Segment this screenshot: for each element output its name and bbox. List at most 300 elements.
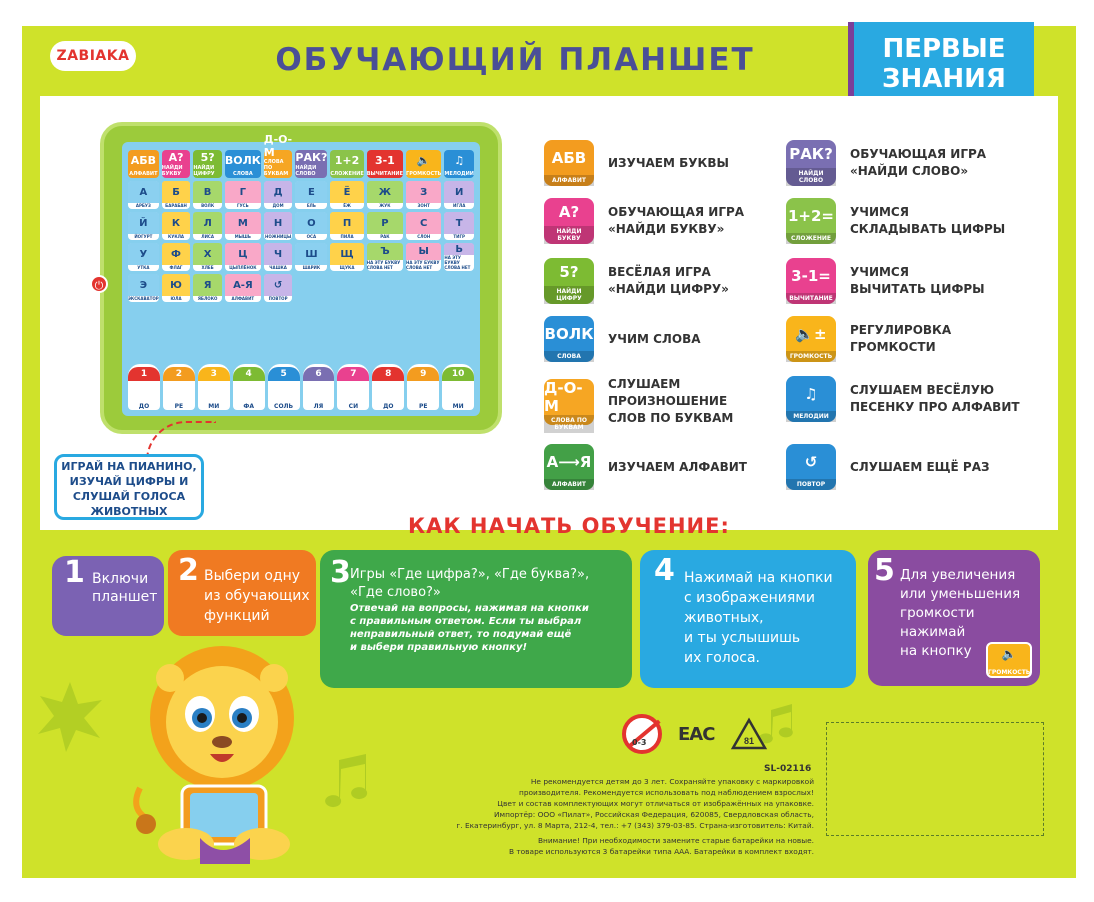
- tablet-letter: Ъ: [367, 243, 403, 260]
- feature-icon-caption: ПОВТОР: [786, 479, 836, 490]
- badge-line-1: ПЕРВЫЕ: [882, 34, 1006, 64]
- tablet-word: АРБУЗ: [135, 203, 151, 208]
- tablet-letter-button: [367, 243, 403, 271]
- piano-key-number: 4: [233, 367, 265, 381]
- piano-key: [442, 364, 474, 410]
- feature-icon: [786, 376, 836, 422]
- step-2: [168, 550, 316, 636]
- tablet-word: ХЛЕБ: [201, 265, 214, 270]
- tablet-screen: [122, 133, 480, 416]
- piano-key: [407, 364, 439, 410]
- step-text: планшет: [92, 589, 158, 605]
- step-text: Игры «Где цифра?», «Где буква?»,: [350, 567, 590, 582]
- step-text: и ты услышишь: [684, 630, 801, 646]
- tablet-letter-button: [295, 243, 327, 271]
- tablet-letter-button: [225, 243, 261, 271]
- feature-icon: [786, 140, 836, 186]
- tablet-letter: Р: [367, 212, 403, 234]
- tablet-mode-glyph: АБВ: [130, 154, 156, 167]
- step-number: 5: [874, 553, 895, 588]
- age-label: 0-3: [632, 738, 647, 747]
- feature-text-line: УЧИМСЯ: [850, 205, 909, 219]
- tablet-letter-button: [193, 212, 222, 240]
- feature-text-line: УЧИМ СЛОВА: [608, 331, 701, 346]
- tablet-letter-button: [264, 181, 293, 209]
- feature-icon: [786, 258, 836, 304]
- tablet-letter: С: [406, 212, 441, 234]
- volume-button-icon: 🔈 ГРОМКОСТЬ: [986, 642, 1032, 678]
- tablet-mode-button: [162, 150, 191, 178]
- step-text: громкости: [900, 605, 975, 621]
- tablet-mode-label: НАЙДИ ЦИФРУ: [193, 165, 215, 177]
- tablet-word: ЦЫПЛЁНОК: [229, 265, 257, 270]
- feature-icon-glyph: А⟶Я: [546, 452, 592, 471]
- tablet-letter: М: [225, 212, 261, 234]
- tablet-letter-button: [406, 243, 441, 271]
- tablet-letter: Ж: [367, 181, 403, 203]
- feature-text-line: ПЕСЕНКУ ПРО АЛФАВИТ: [850, 400, 1020, 414]
- tablet-letter-button: [264, 243, 293, 271]
- feature-icon-caption: ГРОМКОСТЬ: [786, 351, 836, 362]
- feature-item: [786, 316, 951, 362]
- logo-text: ZABIAKA: [56, 48, 130, 64]
- fine-print-line: Внимание! При необходимости замените старые батарейки на новые.: [537, 836, 814, 845]
- feature-icon-caption: НАЙДИ БУКВУ: [544, 226, 594, 244]
- tablet-letter-button: [162, 181, 191, 209]
- step-number: 3: [330, 555, 351, 590]
- feature-icon-caption: СЛОВА: [544, 351, 594, 362]
- feature-icon-caption: АЛФАВИТ: [544, 479, 594, 490]
- feature-text-line: СЛУШАЕМ ЕЩЁ РАЗ: [850, 459, 990, 474]
- feature-icon: [544, 316, 594, 362]
- tablet-letter-button: [330, 243, 363, 271]
- tablet-word: ЕЛЬ: [306, 203, 316, 208]
- piano-key: [268, 364, 300, 410]
- step-5: [868, 550, 1040, 686]
- piano-key-number: 9: [407, 367, 439, 381]
- tablet-mode-glyph: А?: [168, 151, 184, 164]
- tablet-letter: Щ: [330, 243, 363, 265]
- piano-key-number: 2: [163, 367, 195, 381]
- piano-key-note: ДО: [138, 403, 150, 410]
- feature-item: [544, 444, 747, 490]
- tablet-letter: Ц: [225, 243, 261, 265]
- feature-text: [850, 264, 985, 298]
- tablet-letter-button: [193, 274, 222, 302]
- tablet-mode-glyph: 1+2: [334, 154, 360, 167]
- step-number: 2: [178, 553, 199, 588]
- tablet-word: НА ЭТУ БУКВУ СЛОВА НЕТ: [406, 260, 440, 270]
- tablet-letter: Ч: [264, 243, 293, 265]
- how-to-title: КАК НАЧАТЬ ОБУЧЕНИЕ:: [408, 514, 730, 538]
- feature-icon-caption: НАЙДИ ЦИФРУ: [544, 286, 594, 304]
- tablet-word: ЖУК: [379, 203, 391, 208]
- eac-mark-icon: EAC: [678, 723, 715, 745]
- feature-text-line: ВЫЧИТАТЬ ЦИФРЫ: [850, 282, 985, 296]
- feature-text: [608, 155, 729, 172]
- feature-text-line: УЧИМСЯ: [850, 265, 909, 279]
- feature-text: [850, 459, 990, 476]
- tablet-letter-button: [128, 181, 159, 209]
- feature-icon-caption: СЛОЖЕНИЕ: [786, 233, 836, 244]
- tablet-word: ЗОНТ: [417, 203, 430, 208]
- age-restriction-icon: [622, 714, 662, 754]
- fine-print-line: производителя. Рекомендуется использовать под наблюдением взрослых!: [519, 788, 814, 797]
- feature-text: [850, 146, 986, 180]
- fine-print: [402, 764, 814, 857]
- feature-icon-caption: МЕЛОДИИ: [786, 411, 836, 422]
- step-text: животных,: [684, 610, 764, 626]
- fine-print-line: В товаре используются 3 батарейки типа ААА. Батарейки в комплект входят.: [508, 847, 814, 856]
- tablet-letter-button: [128, 274, 159, 302]
- feature-text-line: ГРОМКОСТИ: [850, 340, 936, 354]
- tablet-word: ДОМ: [272, 203, 284, 208]
- tablet-mode-glyph: 🔈: [416, 154, 431, 167]
- music-note-icon: [326, 750, 372, 810]
- feature-item: [544, 140, 729, 186]
- tablet-mode-button: [367, 150, 403, 178]
- svg-text:81: 81: [744, 736, 755, 746]
- feature-icon-glyph: ↺: [804, 452, 818, 471]
- tablet-illustration: [100, 122, 502, 434]
- tablet-word: ИГЛА: [453, 203, 466, 208]
- tablet-letter: А: [128, 181, 159, 203]
- tablet-letter-button: [225, 212, 261, 240]
- tablet-word: ШАРИК: [302, 265, 321, 270]
- tablet-word: ЧАШКА: [269, 265, 287, 270]
- tablet-mode-label: МЕЛОДИИ: [444, 171, 474, 177]
- tablet-letter-button: [444, 181, 474, 209]
- feature-text: [850, 322, 951, 356]
- feature-text-line: СЛОВ ПО БУКВАМ: [608, 411, 734, 425]
- feature-icon-glyph: АБВ: [551, 148, 587, 167]
- feature-text-line: ИЗУЧАЕМ АЛФАВИТ: [608, 459, 747, 474]
- piano-key-note: СОЛЬ: [274, 403, 294, 410]
- feature-icon-glyph: ВОЛК: [544, 324, 594, 343]
- tablet-letter-button: [444, 212, 474, 240]
- feature-icon-caption: ВЫЧИТАНИЕ: [786, 293, 836, 304]
- tablet-letter-button: [128, 212, 159, 240]
- tablet-letter: Л: [193, 212, 222, 234]
- tablet-letter: Ы: [406, 243, 441, 260]
- piano-key-number: 8: [372, 367, 404, 381]
- feature-item: [544, 376, 734, 431]
- tablet-letter: З: [406, 181, 441, 203]
- tablet-letter-button: [406, 181, 441, 209]
- fine-print-line: г. Екатеринбург, ул. 8 Марта, 212-4, тел.: +7 (343) 379-03-85. Страна-изготовитель: Китай.: [456, 821, 814, 830]
- tablet-word: ЯБЛОКО: [197, 296, 218, 301]
- feature-text-line: РЕГУЛИРОВКА: [850, 323, 952, 337]
- tablet-mode-button: [128, 150, 159, 178]
- tablet-word: ЮЛА: [170, 296, 182, 301]
- feature-text-line: ОБУЧАЮЩАЯ ИГРА: [850, 147, 987, 161]
- lion-mascot: [130, 638, 314, 868]
- step-text: с изображениями: [684, 590, 815, 606]
- tablet-letter-button: [162, 212, 191, 240]
- tablet-letter: ↺: [264, 274, 293, 296]
- step-text: их голоса.: [684, 650, 760, 666]
- tablet-word: ЁЖ: [343, 203, 351, 208]
- tablet-letter: Ё: [330, 181, 363, 203]
- tablet-word: ЙОГУРТ: [134, 234, 153, 239]
- step-3: [320, 550, 632, 688]
- certification-icons: [622, 714, 768, 754]
- feature-text-line: «НАЙДИ ЦИФРУ»: [608, 282, 729, 296]
- tablet-letter: И: [444, 181, 474, 203]
- tablet-word: БАРАБАН: [165, 203, 187, 208]
- package-box: [22, 26, 1076, 878]
- piano-key: [337, 364, 369, 410]
- piano-key-note: ЛЯ: [313, 403, 324, 410]
- feature-icon-glyph: Д-О-М: [544, 378, 583, 415]
- tablet-button-grid: [128, 133, 474, 302]
- piano-key: [128, 364, 160, 410]
- tablet-word: УТКА: [137, 265, 150, 270]
- feature-icon-glyph: 5?: [559, 263, 579, 281]
- piano-key-number: 1: [128, 367, 160, 381]
- tablet-word: ЭКСКАВАТОР: [128, 296, 159, 301]
- tablet-letter: Ф: [162, 243, 191, 265]
- tablet-letter-button: [193, 181, 222, 209]
- tablet-letter: Б: [162, 181, 191, 203]
- tablet-letter: К: [162, 212, 191, 234]
- piano-key-note: РЕ: [418, 403, 428, 410]
- tablet-mode-glyph: ВОЛК: [224, 154, 261, 167]
- tablet-letter-button: [264, 212, 293, 240]
- brand-logo: [50, 41, 136, 71]
- step-1: [52, 556, 164, 636]
- feature-icon-caption: НАЙДИ СЛОВО: [786, 168, 836, 186]
- piano-key-note: ДО: [383, 403, 394, 410]
- feature-icon: [544, 444, 594, 490]
- step-text: на кнопку: [900, 643, 972, 659]
- tablet-letter-button: [264, 274, 293, 302]
- feature-item: [786, 140, 986, 186]
- tablet-word: ПОВТОР: [268, 296, 288, 301]
- step-4: [640, 550, 856, 688]
- piano-key: [163, 364, 195, 410]
- product-code: SL-02116: [764, 764, 812, 774]
- tablet-mode-label: НАЙДИ СЛОВО: [295, 165, 317, 177]
- step-text: функций: [204, 608, 270, 624]
- feature-text-line: ВЕСЁЛАЯ ИГРА: [608, 265, 711, 279]
- step-subtext: с правильным ответом. Если ты выбрал: [350, 616, 582, 627]
- tablet-word: ЛИСА: [201, 234, 214, 239]
- piano-key-number: 10: [442, 367, 474, 381]
- tablet-word: ГУСЬ: [237, 203, 249, 208]
- tablet-letter: Э: [128, 274, 159, 296]
- feature-icon: [786, 316, 836, 362]
- tablet-mode-glyph: Д-О-М: [263, 133, 293, 159]
- volume-caption: ГРОМКОСТЬ: [988, 669, 1031, 676]
- tablet-word: ПИЛА: [340, 234, 354, 239]
- tablet-mode-label: СЛОВА: [232, 171, 253, 177]
- feature-text-line: ОБУЧАЮЩАЯ ИГРА: [608, 205, 745, 219]
- tablet-letter-button: [295, 181, 327, 209]
- feature-text: [608, 264, 729, 298]
- tablet-word: ВОЛК: [201, 203, 215, 208]
- fine-print-line: Импортёр: ООО «Пилат», Российская Федерация, 620085, Свердловская область,: [494, 810, 814, 819]
- tablet-letter: Г: [225, 181, 261, 203]
- step-text: или уменьшения: [900, 586, 1021, 602]
- feature-text: [850, 382, 1020, 416]
- step-number: 4: [654, 553, 675, 588]
- piano-key: [233, 364, 265, 410]
- step-text: Включи: [92, 571, 149, 587]
- fine-print-line: Цвет и состав комплектующих могут отличаться от изображённых на упаковке.: [497, 799, 814, 808]
- tablet-letter-button: [128, 243, 159, 271]
- feature-item: [544, 198, 744, 244]
- tablet-word: НА ЭТУ БУКВУ СЛОВА НЕТ: [444, 255, 471, 270]
- tablet-word: НОЖНИЦЫ: [264, 234, 292, 239]
- barcode-area: [826, 722, 1044, 836]
- feature-icon-caption: АЛФАВИТ: [544, 175, 594, 186]
- feature-text-line: СЛУШАЕМ ВЕСЁЛУЮ: [850, 383, 995, 397]
- piano-key-note: РЕ: [174, 403, 184, 410]
- page-title: ОБУЧАЮЩИЙ ПЛАНШЕТ: [275, 42, 755, 78]
- tablet-letter: Т: [444, 212, 474, 234]
- piano-key: [303, 364, 335, 410]
- feature-icon-glyph: 1+2=: [787, 206, 834, 225]
- feature-icon-glyph: А?: [558, 203, 580, 221]
- tablet-letter-button: [162, 274, 191, 302]
- tablet-mode-label: СЛОЖЕНИЕ: [330, 171, 364, 177]
- step-text: «Где слово?»: [350, 585, 441, 600]
- feature-item: [786, 444, 990, 490]
- feature-item: [786, 258, 985, 304]
- tablet-letter: П: [330, 212, 363, 234]
- tablet-letter-button: [225, 274, 261, 302]
- tablet-mode-label: ВЫЧИТАНИЕ: [366, 171, 404, 177]
- tablet-letter: А-Я: [225, 274, 261, 296]
- tablet-letter-button: [225, 181, 261, 209]
- feature-text: [608, 376, 733, 427]
- piano-key-note: МИ: [452, 403, 464, 410]
- piano-key-number: 6: [303, 367, 335, 381]
- step-subtext: неправильный ответ, то подумай ещё: [350, 629, 572, 640]
- tablet-letter: Д: [264, 181, 293, 203]
- badge-line-2: ЗНАНИЯ: [882, 64, 1006, 94]
- step-text: Выбери одну: [204, 568, 301, 584]
- feature-text: [850, 204, 1005, 238]
- tablet-mode-label: НАЙДИ БУКВУ: [161, 165, 183, 177]
- feature-item: [544, 316, 701, 362]
- fine-print-line: Не рекомендуется детям до 3 лет. Сохраняйте упаковку с маркировкой: [530, 777, 814, 786]
- feature-icon: [544, 378, 594, 431]
- tablet-mode-glyph: ♫: [454, 154, 465, 167]
- step-subtext: Отвечай на вопросы, нажимая на кнопки: [350, 603, 589, 614]
- tablet-letter-button: [295, 212, 327, 240]
- tablet-mode-button: [295, 150, 327, 178]
- tablet-mode-button: [225, 150, 261, 178]
- tablet-word: ЩУКА: [339, 265, 355, 270]
- tablet-word: СЛОН: [417, 234, 431, 239]
- tablet-mode-label: ГРОМКОСТЬ: [406, 171, 442, 177]
- tablet-mode-label: АЛФАВИТ: [129, 171, 158, 177]
- piano-keys: [128, 364, 474, 410]
- tablet-letter: Ь: [444, 243, 474, 255]
- tablet-letter-button: [330, 212, 363, 240]
- feature-text: [608, 204, 744, 238]
- piano-key-number: 5: [268, 367, 300, 381]
- tablet-mode-glyph: РАК?: [295, 151, 328, 164]
- recycle-icon: [730, 717, 768, 751]
- piano-key: [198, 364, 230, 410]
- tablet-letter-button: [330, 181, 363, 209]
- tablet-letter-button: [406, 212, 441, 240]
- step-text: Нажимай на кнопки: [684, 570, 833, 586]
- tablet-word: МЫШЬ: [234, 234, 251, 239]
- piano-key-number: 3: [198, 367, 230, 381]
- splash-icon: [30, 676, 110, 756]
- feature-text-line: «НАЙДИ БУКВУ»: [608, 222, 725, 236]
- piano-key: [372, 364, 404, 410]
- tablet-mode-button: [444, 150, 474, 178]
- feature-icon-glyph: 3-1=: [791, 266, 831, 285]
- tablet-letter: Я: [193, 274, 222, 296]
- tablet-letter: Н: [264, 212, 293, 234]
- tablet-letter: О: [295, 212, 327, 234]
- piano-key-note: ФА: [243, 403, 254, 410]
- tablet-word: ФЛАГ: [169, 265, 183, 270]
- feature-text-line: ПРОИЗНОШЕНИЕ: [608, 394, 728, 408]
- step-text: нажимай: [900, 624, 966, 640]
- feature-icon: [544, 140, 594, 186]
- feature-icon-glyph: 🔈±: [795, 324, 827, 343]
- tablet-mode-glyph: 5?: [200, 151, 215, 164]
- tablet-word: РАК: [380, 234, 390, 239]
- tablet-letter: Х: [193, 243, 222, 265]
- tablet-mode-button: [263, 133, 293, 178]
- tablet-mode-button: [193, 150, 222, 178]
- feature-icon: [544, 258, 594, 304]
- feature-icon: [786, 198, 836, 244]
- tablet-mode-button: [406, 150, 441, 178]
- feature-text: [608, 459, 747, 476]
- feature-icon-glyph: ♫: [804, 384, 818, 403]
- feature-icon-glyph: РАК?: [789, 145, 833, 163]
- tablet-letter: Й: [128, 212, 159, 234]
- feature-icon: [544, 198, 594, 244]
- tablet-letter-button: [193, 243, 222, 271]
- tablet-letter-button: [367, 181, 403, 209]
- piano-key-note: МИ: [208, 403, 220, 410]
- feature-text: [608, 331, 701, 348]
- feature-item: [786, 198, 1005, 244]
- feature-text-line: СКЛАДЫВАТЬ ЦИФРЫ: [850, 222, 1006, 236]
- tablet-word: НА ЭТУ БУКВУ СЛОВА НЕТ: [366, 260, 401, 270]
- feature-icon-caption: СЛОВА ПО БУКВАМ: [544, 415, 594, 433]
- step-text: Для увеличения: [900, 567, 1016, 583]
- feature-item: [544, 258, 729, 304]
- callout-bubble: ИГРАЙ НА ПИАНИНО, ИЗУЧАЙ ЦИФРЫ И СЛУШАЙ ГОЛОСА ЖИВОТНЫХ: [54, 454, 204, 520]
- tablet-letter: Ш: [295, 243, 327, 265]
- feature-text-line: СЛУШАЕМ: [608, 377, 681, 391]
- tablet-letter: В: [193, 181, 222, 203]
- feature-icon: [786, 444, 836, 490]
- step-subtext: и выбери правильную кнопку!: [350, 642, 528, 653]
- piano-key-number: 7: [337, 367, 369, 381]
- feature-text-line: «НАЙДИ СЛОВО»: [850, 164, 969, 178]
- tablet-word: КУКЛА: [167, 234, 185, 239]
- tablet-mode-label: СЛОВА ПО БУКВАМ: [263, 159, 289, 177]
- tablet-letter-button: [367, 212, 403, 240]
- tablet-letter-button: [162, 243, 191, 271]
- tablet-word: АЛФАВИТ: [231, 296, 255, 301]
- tablet-letter: У: [128, 243, 159, 265]
- tablet-word: ТИГР: [453, 234, 465, 239]
- feature-item: [786, 376, 1020, 422]
